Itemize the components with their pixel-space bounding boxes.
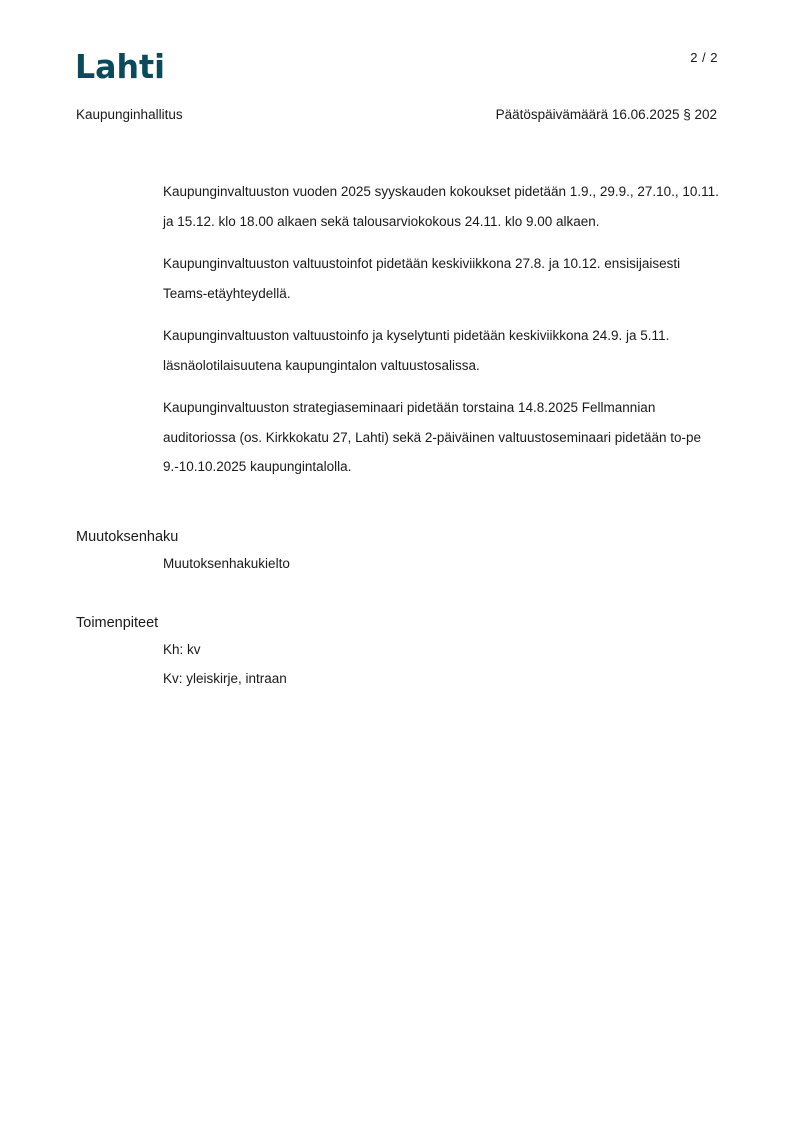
actions-heading: Toimenpiteet: [76, 615, 159, 631]
body-paragraph: Kaupunginvaltuuston valtuustoinfo ja kyselytunti pidetään keskiviikkona 24.9. ja 5.11. läsnäolotilaisuutena kaupungintalon valtuustosalissa.: [163, 328, 670, 373]
appeal-text: Muutoksenhakukielto: [163, 556, 290, 571]
logo-text: Lahti: [75, 48, 165, 82]
action-item: Kh: kv: [163, 642, 201, 657]
body-paragraph: Kaupunginvaltuuston strategiaseminaari pidetään torstaina 14.8.2025 Fellmannian auditoriossa (os. Kirkkokatu 27, Lahti) sekä 2-päiväinen valtuustoseminaari pidetään to-pe 9.-10.10.2025 kaupungintalolla.: [163, 400, 702, 474]
decision-date-info: Päätöspäivämäärä 16.06.2025 § 202: [495, 107, 717, 122]
decision-body-name: Kaupunginhallitus: [76, 107, 183, 122]
action-item: Kv: yleiskirje, intraan: [163, 671, 287, 686]
body-paragraph: Kaupunginvaltuuston valtuustoinfot pidetään keskiviikkona 27.8. ja 10.12. ensisijaisesti Teams-etäyhteydellä.: [163, 256, 681, 301]
body-paragraph: Kaupunginvaltuuston vuoden 2025 syyskauden kokoukset pidetään 1.9., 29.9., 27.10., 10.11. ja 15.12. klo 18.00 alkaen sekä talousarviokokous 24.11. klo 9.00 alkaen.: [163, 184, 719, 229]
decision-body-text: [163, 177, 723, 495]
page-number: 2 / 2: [690, 50, 718, 65]
lahti-logo: [75, 48, 167, 82]
appeal-heading: Muutoksenhaku: [76, 529, 179, 545]
